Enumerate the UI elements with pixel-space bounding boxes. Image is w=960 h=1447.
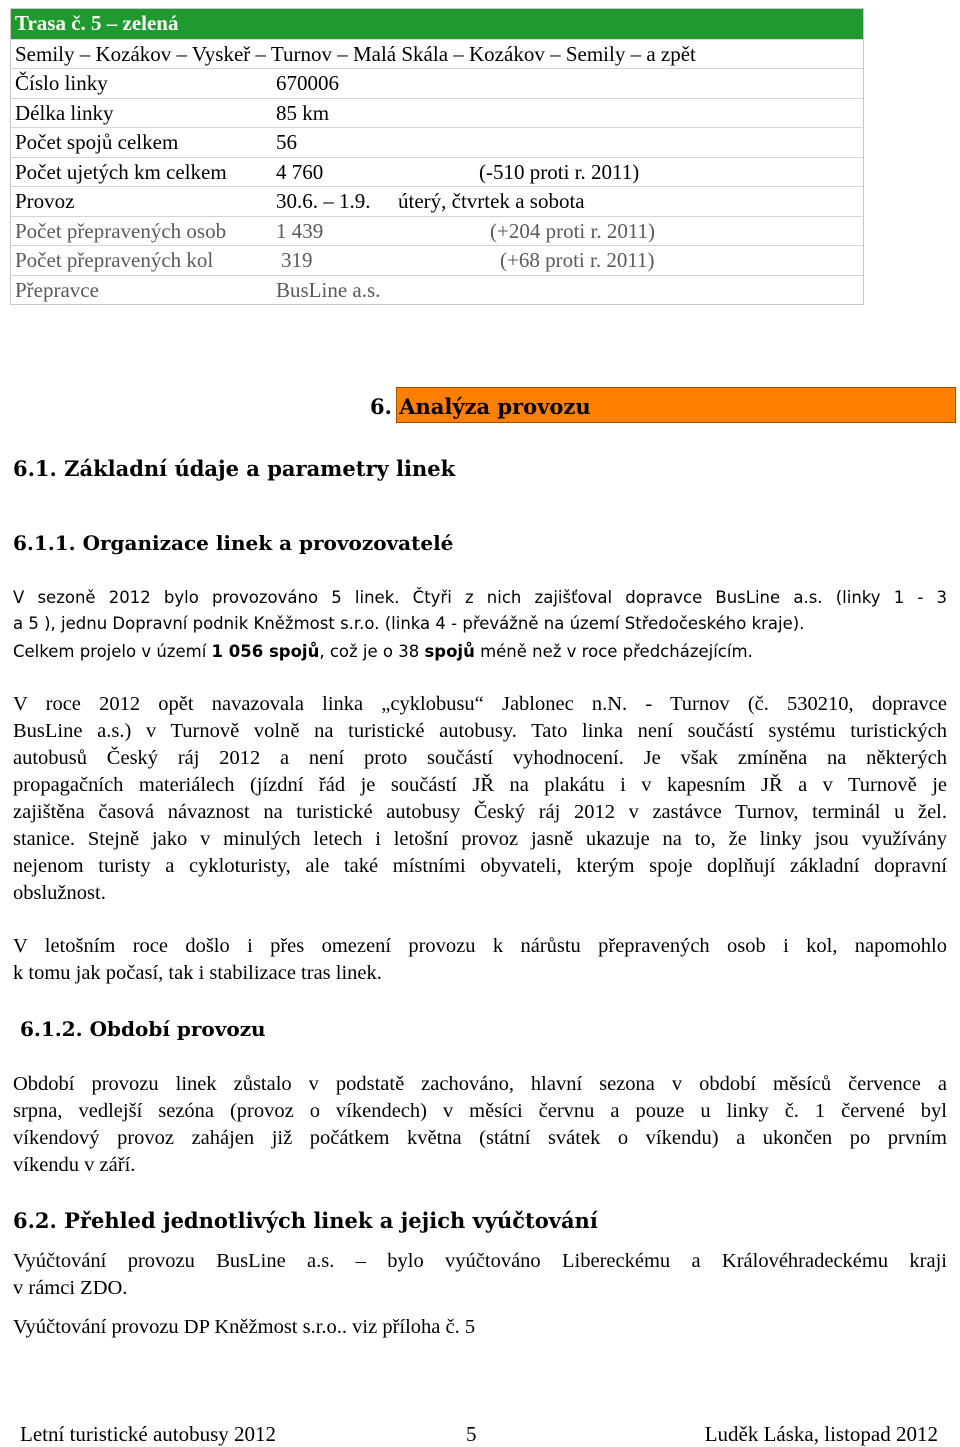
paragraph-line: autobusů Český ráj 2012 a není proto součástí vyhodnocení. Je však zmíněna na některých xyxy=(13,747,947,769)
row-label: Počet spojů celkem xyxy=(15,130,179,154)
table-row xyxy=(11,275,863,305)
subsection-title: 6.1. Základní údaje a parametry linek xyxy=(13,456,456,481)
text-span: méně než v roce předcházejícím. xyxy=(474,642,753,661)
subsection-title: 6.1.1. Organizace linek a provozovatelé xyxy=(13,531,454,555)
paragraph-line: nejenom turisty a cykloturisty, ale také místními obyvateli, kterým spoje doplňují základní dopravní xyxy=(13,855,947,877)
paragraph-line: k tomu jak počasí, tak i stabilizace tras linek. xyxy=(13,962,382,984)
row-value: 4 760 xyxy=(276,159,324,184)
paragraph-line: propagačních materiálech (jízdní řád je součástí JŘ na plakátu i v kapesním JŘ a v Turnově je xyxy=(13,774,947,796)
route-title-row xyxy=(11,9,863,39)
table-row xyxy=(11,127,863,157)
paragraph-line: stanice. Stejně jako v minulých letech i letošní provoz jasně ukazuje na to, že linky jsou využívány xyxy=(13,828,947,850)
row-value: 670006 xyxy=(276,71,339,95)
route-path-row xyxy=(11,39,863,69)
paragraph-line: zajištěna časová návaznost na turistické autobusy Český ráj 2012 v zastávce Turnov, terminál u žel. xyxy=(13,801,947,823)
row-value: 56 xyxy=(276,130,297,154)
table-row xyxy=(11,245,863,275)
subsection-title: 6.1.2. Období provozu xyxy=(20,1017,266,1041)
paragraph-line: v rámci ZDO. xyxy=(13,1277,128,1299)
paragraph-line: Vyúčtování provozu BusLine a.s. – bylo vyúčtováno Libereckému a Královéhradeckému kraji xyxy=(13,1250,947,1272)
paragraph-line: V letošním roce došlo i přes omezení provozu k nárůstu přepravených osob i kol, napomohlo xyxy=(13,935,947,957)
row-label: Délka linky xyxy=(15,100,114,125)
row-label: Počet ujetých km celkem xyxy=(15,159,227,184)
route-title: Trasa č. 5 – zelená xyxy=(15,11,179,35)
row-extra: (+204 proti r. 2011) xyxy=(490,218,656,243)
table-row xyxy=(11,98,863,128)
route-info-table xyxy=(10,8,864,305)
paragraph-line: BusLine a.s.) v Turnově volně na turistické autobusy. Tato linka není součástí systému turistických xyxy=(13,720,947,742)
row-extra: (-510 proti r. 2011) xyxy=(479,159,640,184)
paragraph-line xyxy=(13,642,753,661)
route-path: Semily – Kozákov – Vyskeř – Turnov – Malá Skála – Kozákov – Semily – a zpět xyxy=(15,41,696,66)
paragraph-line: a 5 ), jednu Dopravní podnik Kněžmost s.r.o. (linka 4 - převážně na území Středočeského kraje). xyxy=(13,614,805,633)
paragraph-line: Období provozu linek zůstalo v podstatě zachováno, hlavní sezona v období měsíců července a xyxy=(13,1073,947,1095)
paragraph-line: V sezoně 2012 bylo provozováno 5 linek. Čtyři z nich zajišťoval dopravce BusLine a.s. (linky 1 - 3 xyxy=(13,588,947,607)
paragraph-line: víkendu v září. xyxy=(13,1154,136,1176)
paragraph-line: Vyúčtování provozu DP Kněžmost s.r.o.. viz příloha č. 5 xyxy=(13,1316,476,1338)
row-value: 85 km xyxy=(276,100,330,125)
row-label: Přepravce xyxy=(15,277,99,302)
page-number: 5 xyxy=(466,1422,477,1446)
paragraph-line: srpna, vedlejší sezóna (provoz o víkendech) v měsíci červnu a pouze u linky č. 1 červené byl xyxy=(13,1100,947,1122)
table-row xyxy=(11,68,863,98)
row-label: Číslo linky xyxy=(15,71,108,95)
bold-text: 1 056 spojů xyxy=(211,642,320,661)
row-label: Provoz xyxy=(15,189,75,213)
paragraph-line: obslužnost. xyxy=(13,882,106,904)
table-row xyxy=(11,216,863,246)
row-value: 319 xyxy=(281,248,313,272)
paragraph-line: V roce 2012 opět navazovala linka „cyklobusu“ Jablonec n.N. - Turnov (č. 530210, dopravce xyxy=(13,693,947,715)
row-value: BusLine a.s. xyxy=(276,277,381,302)
table-row xyxy=(11,186,863,216)
section-title: 6. Analýza provozu xyxy=(370,394,591,419)
footer-author: Luděk Láska, listopad 2012 xyxy=(704,1422,938,1446)
row-label: Počet přepravených osob xyxy=(15,218,227,243)
paragraph-line: víkendový provoz zahájen již počátkem května (státní svátek o víkendu) a ukončen po prvním xyxy=(13,1127,947,1149)
text-span: , což je o 38 xyxy=(319,642,425,661)
row-label: Počet přepravených kol xyxy=(15,248,214,272)
row-extra: úterý, čtvrtek a sobota xyxy=(398,189,585,213)
row-value: 1 439 xyxy=(276,218,324,243)
footer-title: Letní turistické autobusy 2012 xyxy=(20,1422,277,1446)
row-value: 30.6. – 1.9. xyxy=(276,189,371,213)
row-extra: (+68 proti r. 2011) xyxy=(500,248,655,272)
text-span: Celkem projelo v území xyxy=(13,642,212,661)
subsection-title: 6.2. Přehled jednotlivých linek a jejich vyúčtování xyxy=(13,1208,598,1233)
table-row xyxy=(11,157,863,187)
bold-text: spojů xyxy=(424,642,475,661)
